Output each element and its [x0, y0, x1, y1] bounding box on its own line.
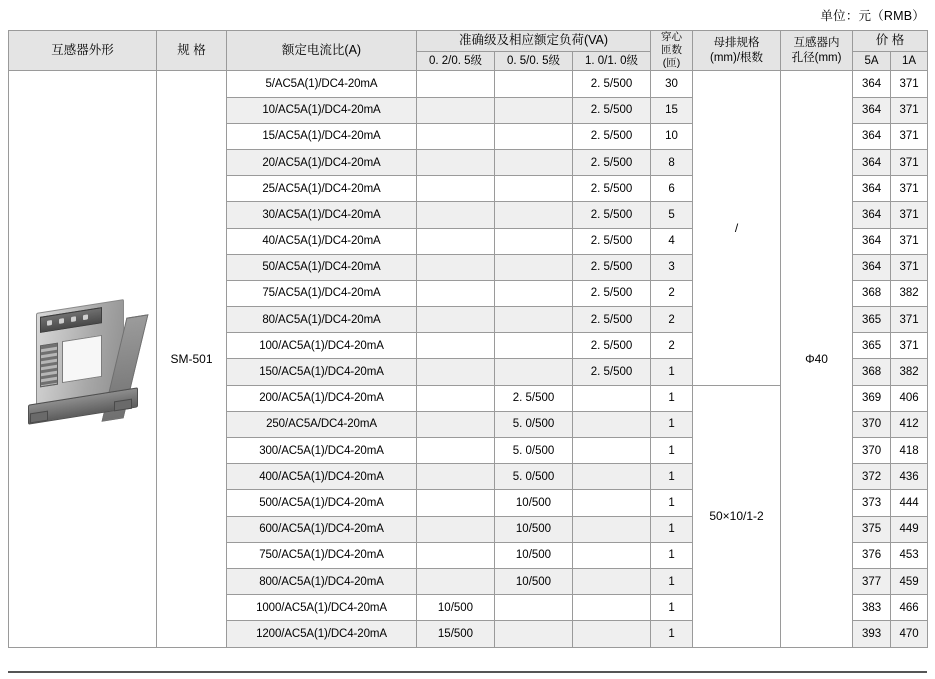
- cell-acc-02: [417, 149, 495, 175]
- cell-acc-10: [573, 621, 651, 647]
- cell-price-1a: 436: [891, 464, 928, 490]
- cell-turns: 2: [651, 307, 693, 333]
- cell-price-5a: 364: [853, 71, 891, 97]
- cell-price-5a: 364: [853, 228, 891, 254]
- cell-turns: 15: [651, 97, 693, 123]
- cell-acc-05: [495, 228, 573, 254]
- busbar-top-cell: /: [693, 71, 781, 385]
- cell-price-5a: 393: [853, 621, 891, 647]
- cell-turns: 1: [651, 385, 693, 411]
- cell-acc-05: [495, 176, 573, 202]
- table-row: [9, 71, 928, 97]
- cell-price-5a: 364: [853, 202, 891, 228]
- cell-ratio: 80/AC5A(1)/DC4-20mA: [227, 307, 417, 333]
- cell-acc-05: 2. 5/500: [495, 385, 573, 411]
- cell-acc-02: [417, 438, 495, 464]
- cell-acc-02: [417, 464, 495, 490]
- cell-turns: 1: [651, 621, 693, 647]
- cell-acc-02: [417, 490, 495, 516]
- header-turns-line2: 匝数: [661, 44, 683, 57]
- cell-acc-10: [573, 516, 651, 542]
- cell-acc-02: [417, 385, 495, 411]
- header-turns-line1: 穿心: [661, 31, 683, 43]
- cell-turns: 30: [651, 71, 693, 97]
- cell-acc-02: [417, 542, 495, 568]
- transformer-image-cell: [9, 71, 157, 647]
- cell-price-1a: 371: [891, 123, 928, 149]
- cell-price-5a: 368: [853, 280, 891, 306]
- cell-price-1a: 453: [891, 542, 928, 568]
- cell-acc-05: 5. 0/500: [495, 438, 573, 464]
- cell-price-5a: 370: [853, 438, 891, 464]
- cell-ratio: 15/AC5A(1)/DC4-20mA: [227, 123, 417, 149]
- cell-price-5a: 364: [853, 123, 891, 149]
- cell-turns: 5: [651, 202, 693, 228]
- cell-acc-05: [495, 280, 573, 306]
- cell-price-1a: 459: [891, 568, 928, 594]
- cell-acc-02: [417, 254, 495, 280]
- busbar-bottom-cell: 50×10/1-2: [693, 385, 781, 647]
- cell-turns: 1: [651, 438, 693, 464]
- header-hole-line1: 互感器内: [793, 37, 840, 50]
- cell-ratio: 30/AC5A(1)/DC4-20mA: [227, 202, 417, 228]
- cell-turns: 2: [651, 333, 693, 359]
- cell-ratio: 500/AC5A(1)/DC4-20mA: [227, 490, 417, 516]
- cell-ratio: 25/AC5A(1)/DC4-20mA: [227, 176, 417, 202]
- cell-acc-10: 2. 5/500: [573, 97, 651, 123]
- cell-turns: 1: [651, 595, 693, 621]
- cell-acc-05: 5. 0/500: [495, 411, 573, 437]
- cell-ratio: 200/AC5A(1)/DC4-20mA: [227, 385, 417, 411]
- cell-turns: 1: [651, 359, 693, 385]
- header-hole: [781, 31, 853, 71]
- cell-ratio: 400/AC5A(1)/DC4-20mA: [227, 464, 417, 490]
- cell-acc-10: 2. 5/500: [573, 254, 651, 280]
- cell-ratio: 20/AC5A(1)/DC4-20mA: [227, 149, 417, 175]
- cell-acc-02: [417, 228, 495, 254]
- cell-acc-02: [417, 123, 495, 149]
- cell-acc-05: [495, 307, 573, 333]
- cell-price-5a: 364: [853, 176, 891, 202]
- cell-acc-02: [417, 176, 495, 202]
- cell-acc-10: 2. 5/500: [573, 176, 651, 202]
- cell-ratio: 10/AC5A(1)/DC4-20mA: [227, 97, 417, 123]
- cell-acc-10: [573, 542, 651, 568]
- cell-ratio: 800/AC5A(1)/DC4-20mA: [227, 568, 417, 594]
- cell-acc-10: 2. 5/500: [573, 202, 651, 228]
- cell-price-1a: 371: [891, 202, 928, 228]
- header-price-5a: 5A: [853, 51, 891, 70]
- cell-acc-05: [495, 595, 573, 621]
- cell-price-1a: 470: [891, 621, 928, 647]
- cell-price-5a: 376: [853, 542, 891, 568]
- cell-price-1a: 371: [891, 176, 928, 202]
- cell-acc-10: 2. 5/500: [573, 149, 651, 175]
- cell-acc-02: [417, 280, 495, 306]
- cell-ratio: 1200/AC5A(1)/DC4-20mA: [227, 621, 417, 647]
- cell-acc-10: 2. 5/500: [573, 123, 651, 149]
- cell-acc-02: [417, 202, 495, 228]
- cell-price-1a: 449: [891, 516, 928, 542]
- cell-turns: 2: [651, 280, 693, 306]
- cell-ratio: 150/AC5A(1)/DC4-20mA: [227, 359, 417, 385]
- header-accuracy-group: 准确级及相应额定负荷(VA): [417, 31, 651, 52]
- cell-price-1a: 418: [891, 438, 928, 464]
- cell-acc-02: [417, 97, 495, 123]
- cell-turns: 6: [651, 176, 693, 202]
- cell-ratio: 50/AC5A(1)/DC4-20mA: [227, 254, 417, 280]
- cell-price-5a: 370: [853, 411, 891, 437]
- cell-price-1a: 382: [891, 280, 928, 306]
- cell-price-1a: 371: [891, 228, 928, 254]
- cell-acc-05: 10/500: [495, 568, 573, 594]
- cell-acc-10: [573, 385, 651, 411]
- cell-acc-05: [495, 123, 573, 149]
- unit-note: 单位：元（RMB）: [820, 9, 925, 23]
- cell-acc-05: 10/500: [495, 542, 573, 568]
- cell-acc-10: [573, 411, 651, 437]
- cell-turns: 3: [651, 254, 693, 280]
- header-spec: 规 格: [157, 31, 227, 71]
- cell-acc-05: 5. 0/500: [495, 464, 573, 490]
- cell-price-5a: 377: [853, 568, 891, 594]
- cell-ratio: 5/AC5A(1)/DC4-20mA: [227, 71, 417, 97]
- cell-turns: 1: [651, 411, 693, 437]
- cell-acc-10: [573, 490, 651, 516]
- cell-price-1a: 371: [891, 254, 928, 280]
- cell-turns: 1: [651, 490, 693, 516]
- cell-acc-10: [573, 595, 651, 621]
- cell-price-1a: 371: [891, 149, 928, 175]
- cell-acc-02: [417, 516, 495, 542]
- header-busbar-line1: 母排规格: [713, 37, 760, 50]
- header-turns-line3: (匝): [662, 57, 681, 70]
- cell-price-5a: 375: [853, 516, 891, 542]
- cell-acc-05: [495, 333, 573, 359]
- cell-price-5a: 365: [853, 333, 891, 359]
- cell-price-1a: 466: [891, 595, 928, 621]
- current-transformer-price-table: [8, 30, 928, 648]
- cell-ratio: 250/AC5A/DC4-20mA: [227, 411, 417, 437]
- cell-ratio: 40/AC5A(1)/DC4-20mA: [227, 228, 417, 254]
- cell-price-1a: 371: [891, 97, 928, 123]
- cell-turns: 4: [651, 228, 693, 254]
- ct-window-icon: [62, 335, 102, 383]
- cell-turns: 1: [651, 568, 693, 594]
- cell-acc-05: [495, 202, 573, 228]
- cell-acc-10: [573, 438, 651, 464]
- bottom-rule: [8, 671, 927, 673]
- current-transformer-illustration: [18, 284, 148, 434]
- cell-price-5a: 383: [853, 595, 891, 621]
- cell-price-5a: 364: [853, 149, 891, 175]
- header-ratio: 额定电流比(A): [227, 31, 417, 71]
- cell-price-1a: 406: [891, 385, 928, 411]
- cell-acc-10: 2. 5/500: [573, 333, 651, 359]
- cell-acc-02: 15/500: [417, 621, 495, 647]
- header-price-1a: 1A: [891, 51, 928, 70]
- cell-ratio: 300/AC5A(1)/DC4-20mA: [227, 438, 417, 464]
- ct-foot-right-icon: [114, 399, 132, 412]
- header-busbar: [693, 31, 781, 71]
- cell-price-5a: 373: [853, 490, 891, 516]
- header-accuracy-1.0-1.0: 1. 0/1. 0级: [573, 51, 651, 70]
- cell-price-1a: 371: [891, 71, 928, 97]
- cell-turns: 10: [651, 123, 693, 149]
- cell-acc-10: [573, 568, 651, 594]
- cell-ratio: 100/AC5A(1)/DC4-20mA: [227, 333, 417, 359]
- cell-turns: 1: [651, 516, 693, 542]
- cell-acc-02: [417, 307, 495, 333]
- spec-model-cell: SM-501: [157, 71, 227, 647]
- cell-acc-05: [495, 621, 573, 647]
- cell-ratio: 600/AC5A(1)/DC4-20mA: [227, 516, 417, 542]
- header-shape: 互感器外形: [9, 31, 157, 71]
- ct-label-strip-icon: [40, 343, 58, 388]
- cell-ratio: 750/AC5A(1)/DC4-20mA: [227, 542, 417, 568]
- header-turns: [651, 31, 693, 71]
- cell-turns: 8: [651, 149, 693, 175]
- cell-acc-05: 10/500: [495, 490, 573, 516]
- cell-price-5a: 368: [853, 359, 891, 385]
- cell-price-1a: 444: [891, 490, 928, 516]
- cell-acc-02: [417, 568, 495, 594]
- cell-acc-02: [417, 333, 495, 359]
- header-hole-line2: 孔径(mm): [791, 51, 842, 64]
- cell-acc-05: [495, 254, 573, 280]
- header-busbar-line2: (mm)/根数: [710, 51, 764, 64]
- cell-acc-10: [573, 464, 651, 490]
- cell-acc-10: 2. 5/500: [573, 307, 651, 333]
- cell-acc-05: [495, 359, 573, 385]
- cell-acc-10: 2. 5/500: [573, 280, 651, 306]
- cell-acc-05: [495, 149, 573, 175]
- cell-acc-10: 2. 5/500: [573, 228, 651, 254]
- header-accuracy-0.5-0.5: 0. 5/0. 5级: [495, 51, 573, 70]
- cell-ratio: 75/AC5A(1)/DC4-20mA: [227, 280, 417, 306]
- cell-price-1a: 371: [891, 307, 928, 333]
- cell-price-1a: 382: [891, 359, 928, 385]
- cell-price-1a: 412: [891, 411, 928, 437]
- header-price-group: 价 格: [853, 31, 928, 52]
- table-body: [9, 71, 928, 647]
- cell-ratio: 1000/AC5A(1)/DC4-20mA: [227, 595, 417, 621]
- cell-acc-10: 2. 5/500: [573, 359, 651, 385]
- cell-acc-02: [417, 71, 495, 97]
- cell-price-5a: 369: [853, 385, 891, 411]
- cell-turns: 1: [651, 464, 693, 490]
- cell-price-5a: 365: [853, 307, 891, 333]
- cell-price-1a: 371: [891, 333, 928, 359]
- cell-price-5a: 364: [853, 254, 891, 280]
- cell-acc-05: 10/500: [495, 516, 573, 542]
- cell-acc-05: [495, 97, 573, 123]
- cell-turns: 1: [651, 542, 693, 568]
- cell-price-5a: 364: [853, 97, 891, 123]
- header-accuracy-0.2-0.5: 0. 2/0. 5级: [417, 51, 495, 70]
- cell-acc-05: [495, 71, 573, 97]
- cell-acc-02: [417, 411, 495, 437]
- hole-size-cell: Φ40: [781, 71, 853, 647]
- cell-acc-02: 10/500: [417, 595, 495, 621]
- table-header: [9, 31, 928, 71]
- cell-acc-10: 2. 5/500: [573, 71, 651, 97]
- cell-acc-02: [417, 359, 495, 385]
- cell-price-5a: 372: [853, 464, 891, 490]
